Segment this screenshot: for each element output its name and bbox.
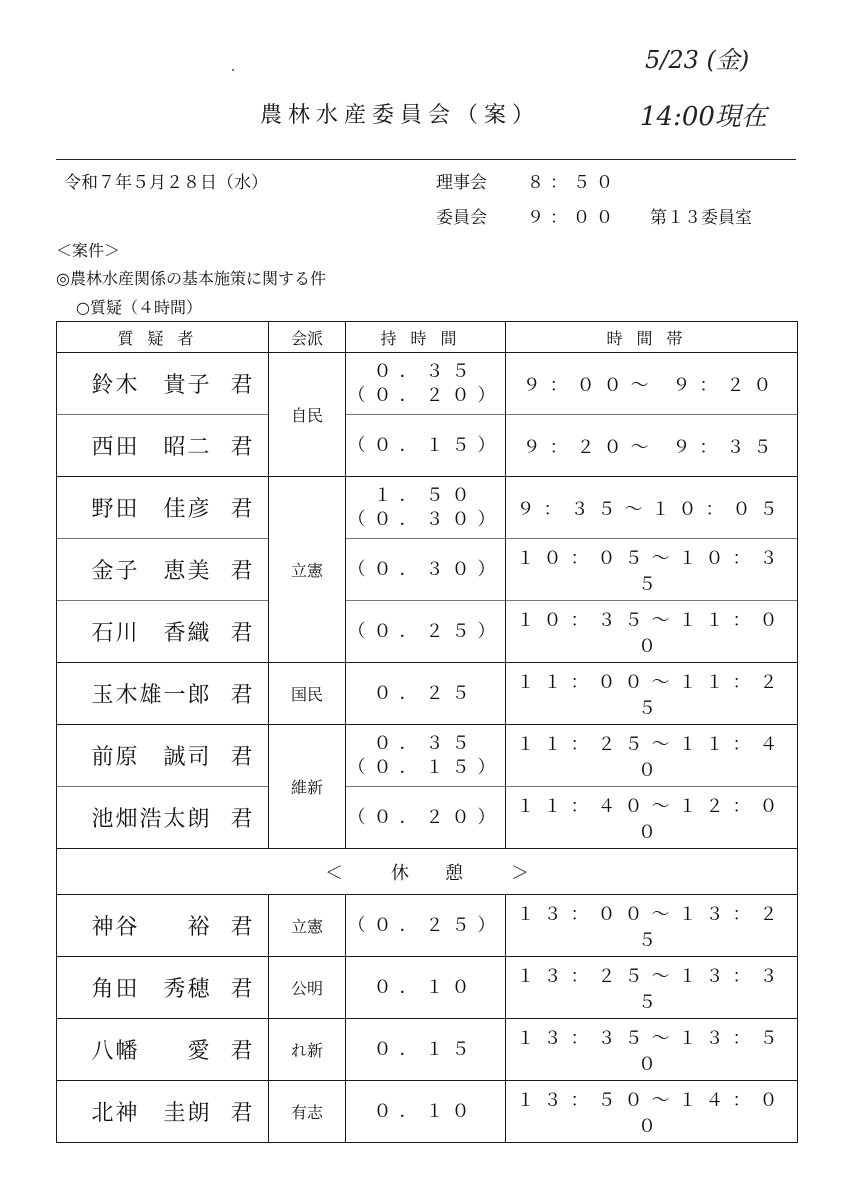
time-slot-cell: １３：２５～１３：３５ — [506, 957, 798, 1019]
questioner-name: 玉木雄一郎 君 — [57, 663, 269, 725]
time-slot-cell: １３：５０～１４：００ — [506, 1081, 798, 1143]
duration-cell: （０．２５） — [346, 601, 506, 663]
header-questioner: 質疑者 — [57, 322, 269, 353]
agenda-item: ◎農林水産関係の基本施策に関する件 — [56, 269, 326, 288]
table-row — [57, 601, 798, 663]
time-slot-cell: ９：２０～ ９：３５ — [506, 415, 798, 477]
table-row — [57, 1019, 798, 1081]
questioner-name: 神谷 裕 君 — [57, 895, 269, 957]
table-row — [57, 895, 798, 957]
agenda-sub: ○質疑（４時間） — [76, 298, 202, 317]
table-row — [57, 353, 798, 415]
table-row — [57, 663, 798, 725]
header-rule — [56, 159, 796, 160]
header-duration: 持時間 — [346, 322, 506, 353]
questioner-name: 西田 昭二 君 — [57, 415, 269, 477]
time-slot-cell: １３：３５～１３：５０ — [506, 1019, 798, 1081]
party-cell: 維新 — [269, 725, 346, 849]
party-cell: 自民 — [269, 353, 346, 477]
questioner-name: 野田 佳彦 君 — [57, 477, 269, 539]
duration-cell: ０．２５ — [346, 663, 506, 725]
duration-cell: ０．１０ — [346, 957, 506, 1019]
time-slot-cell: １１：２５～１１：４０ — [506, 725, 798, 787]
committee-time: ９：００ — [527, 208, 619, 228]
meeting-room: 第１３委員室 — [650, 208, 752, 228]
document-title: 農林水産委員会（案） — [260, 103, 541, 128]
duration-cell: （０．２０） — [346, 787, 506, 849]
party-cell: 有志 — [269, 1081, 346, 1143]
duration-cell: （０．１５） — [346, 415, 506, 477]
time-slot-cell: ９：００～ ９：２０ — [506, 353, 798, 415]
board-time: ８：５０ — [527, 173, 619, 193]
questioner-name: 石川 香織 君 — [57, 601, 269, 663]
table-row — [57, 477, 798, 539]
table-row — [57, 415, 798, 477]
break-row — [57, 849, 798, 895]
committee-label: 委員会 — [436, 208, 487, 228]
time-slot-cell: １３：００～１３：２５ — [506, 895, 798, 957]
duration-cell: ０．１５ — [346, 1019, 506, 1081]
table-row — [57, 539, 798, 601]
time-slot-cell: １０：０５～１０：３５ — [506, 539, 798, 601]
duration-cell: ０．３５ （０．１５） — [346, 725, 506, 787]
duration-cell: （０．２５） — [346, 895, 506, 957]
party-cell: 国民 — [269, 663, 346, 725]
duration-cell: ０．３５ （０．２０） — [346, 353, 506, 415]
questioner-name: 前原 誠司 君 — [57, 725, 269, 787]
questioner-name: 鈴木 貴子 君 — [57, 353, 269, 415]
time-slot-cell: １１：００～１１：２５ — [506, 663, 798, 725]
table-row — [57, 725, 798, 787]
questioner-name: 池畑浩太朗 君 — [57, 787, 269, 849]
questioner-name: 角田 秀穂 君 — [57, 957, 269, 1019]
questioner-name: 北神 圭朗 君 — [57, 1081, 269, 1143]
party-cell: 公明 — [269, 957, 346, 1019]
questioner-name: 金子 恵美 君 — [57, 539, 269, 601]
party-cell: 立憲 — [269, 477, 346, 663]
handwritten-date: 5/23 (金) — [645, 46, 750, 74]
duration-cell: １．５０ （０．３０） — [346, 477, 506, 539]
scan-speck — [232, 69, 234, 71]
duration-cell: （０．３０） — [346, 539, 506, 601]
board-label: 理事会 — [436, 173, 487, 193]
table-row — [57, 1081, 798, 1143]
meeting-date: 令和７年５月２８日（水） — [64, 173, 268, 193]
time-slot-cell: ９：３５～１０：０５ — [506, 477, 798, 539]
party-cell: 立憲 — [269, 895, 346, 957]
time-slot-cell: １１：４０～１２：００ — [506, 787, 798, 849]
agenda-heading: ＜案件＞ — [56, 241, 121, 260]
handwritten-status: 14:00現在 — [640, 102, 767, 132]
schedule-table — [56, 321, 798, 1143]
table-row — [57, 957, 798, 1019]
break-cell: ＜ 休 憩 ＞ — [57, 849, 798, 895]
duration-cell: ０．１０ — [346, 1081, 506, 1143]
table-row — [57, 787, 798, 849]
header-party: 会派 — [269, 322, 346, 353]
party-cell: れ新 — [269, 1019, 346, 1081]
header-time-slot: 時間帯 — [506, 322, 798, 353]
questioner-name: 八幡 愛 君 — [57, 1019, 269, 1081]
time-slot-cell: １０：３５～１１：００ — [506, 601, 798, 663]
